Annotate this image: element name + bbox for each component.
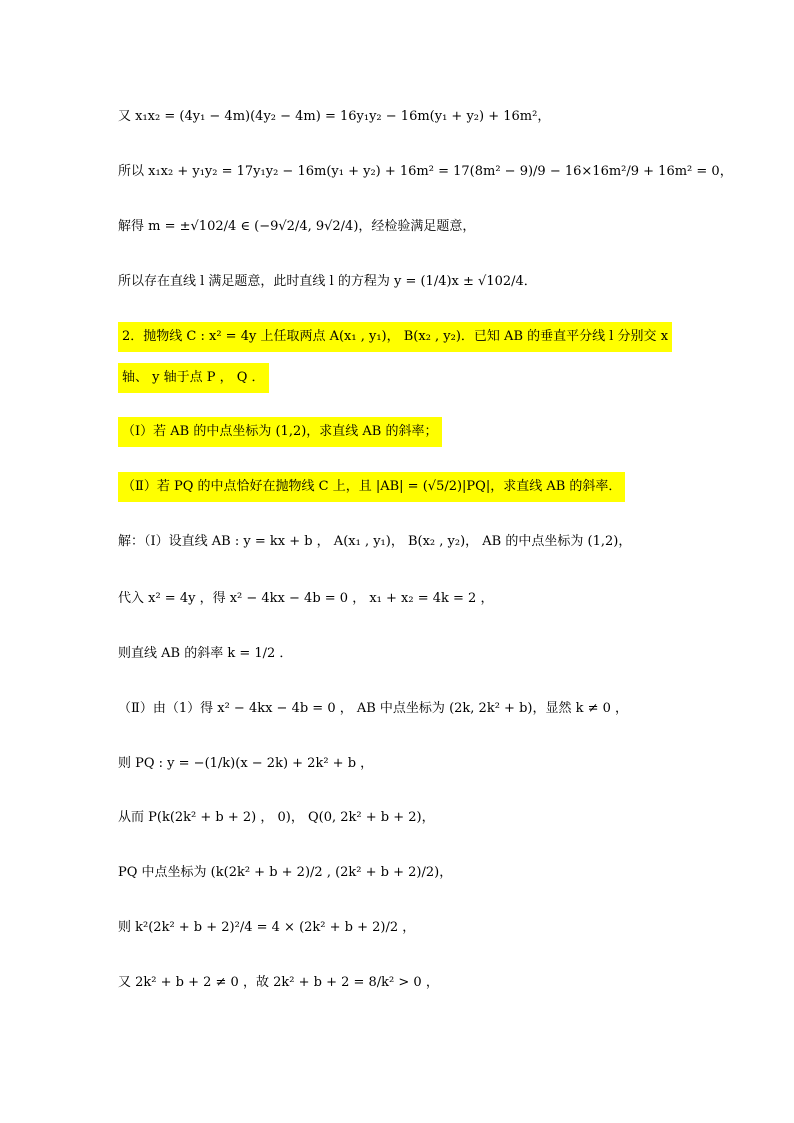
solution-line-8: 则 k²(2k² + b + 2)²/4 = 4 × (2k² + b + 2)/2 ， (118, 920, 416, 935)
problem-2-statement-line-1: 2．抛物线 C : x² = 4y 上任取两点 A(x₁ , y₁)， B(x₂ , y₂)．已知 AB 的垂直平分线 l 分别交 x (118, 322, 734, 352)
text-line-3: 解得 m = ±√102/4 ∈ (−9√2/4, 9√2/4)，经检验满足题意， (118, 219, 476, 234)
solution-line-2: 代入 x² = 4y ，得 x² − 4kx − 4b = 0 ， x₁ + x₂ = 4k = 2 ， (118, 591, 494, 606)
text-line-1: 又 x₁x₂ = (4y₁ − 4m)(4y₂ − 4m) = 16y₁y₂ − 16m(y₁ + y₂) + 16m²， (118, 109, 551, 124)
text-line-4: 所以存在直线 l 满足题意，此时直线 l 的方程为 y = (1/4)x ± √102/4． (118, 274, 537, 289)
solution-line-7: PQ 中点坐标为 (k(2k² + b + 2)/2 , (2k² + b + 2)/2)， (118, 865, 453, 880)
solution-line-9: 又 2k² + b + 2 ≠ 0 ，故 2k² + b + 2 = 8/k² > 0 ， (118, 975, 439, 990)
solution-line-5: 则 PQ : y = −(1/k)(x − 2k) + 2k² + b ， (118, 756, 374, 771)
solution-line-4: （Ⅱ）由（1）得 x² − 4kx − 4b = 0 ， AB 中点坐标为 (2k, 2k² + b)，显然 k ≠ 0 ， (118, 701, 629, 716)
problem-2-part-1: （Ⅰ）若 AB 的中点坐标为 (1,2)，求直线 AB 的斜率； (118, 417, 734, 447)
problem-2-part-2: （Ⅱ）若 PQ 的中点恰好在抛物线 C 上，且 |AB| = (√5/2)|PQ|，求直线 AB 的斜率． (118, 472, 734, 502)
problem-2-statement-line-2: 轴、 y 轴于点 P ， Q ． (118, 363, 734, 393)
text-line-2: 所以 x₁x₂ + y₁y₂ = 17y₁y₂ − 16m(y₁ + y₂) + 16m² = 17(8m² − 9)/9 − 16×16m²/9 + 16m² = 0， (118, 164, 733, 179)
solution-line-1: 解：（Ⅰ）设直线 AB : y = kx + b ， A(x₁ , y₁)， B(x₂ , y₂)， AB 的中点坐标为 (1,2)， (118, 534, 632, 549)
solution-line-6: 从而 P(k(2k² + b + 2) ， 0)， Q(0, 2k² + b + 2)， (118, 810, 435, 825)
solution-line-3: 则直线 AB 的斜率 k = 1/2 ． (118, 646, 293, 661)
